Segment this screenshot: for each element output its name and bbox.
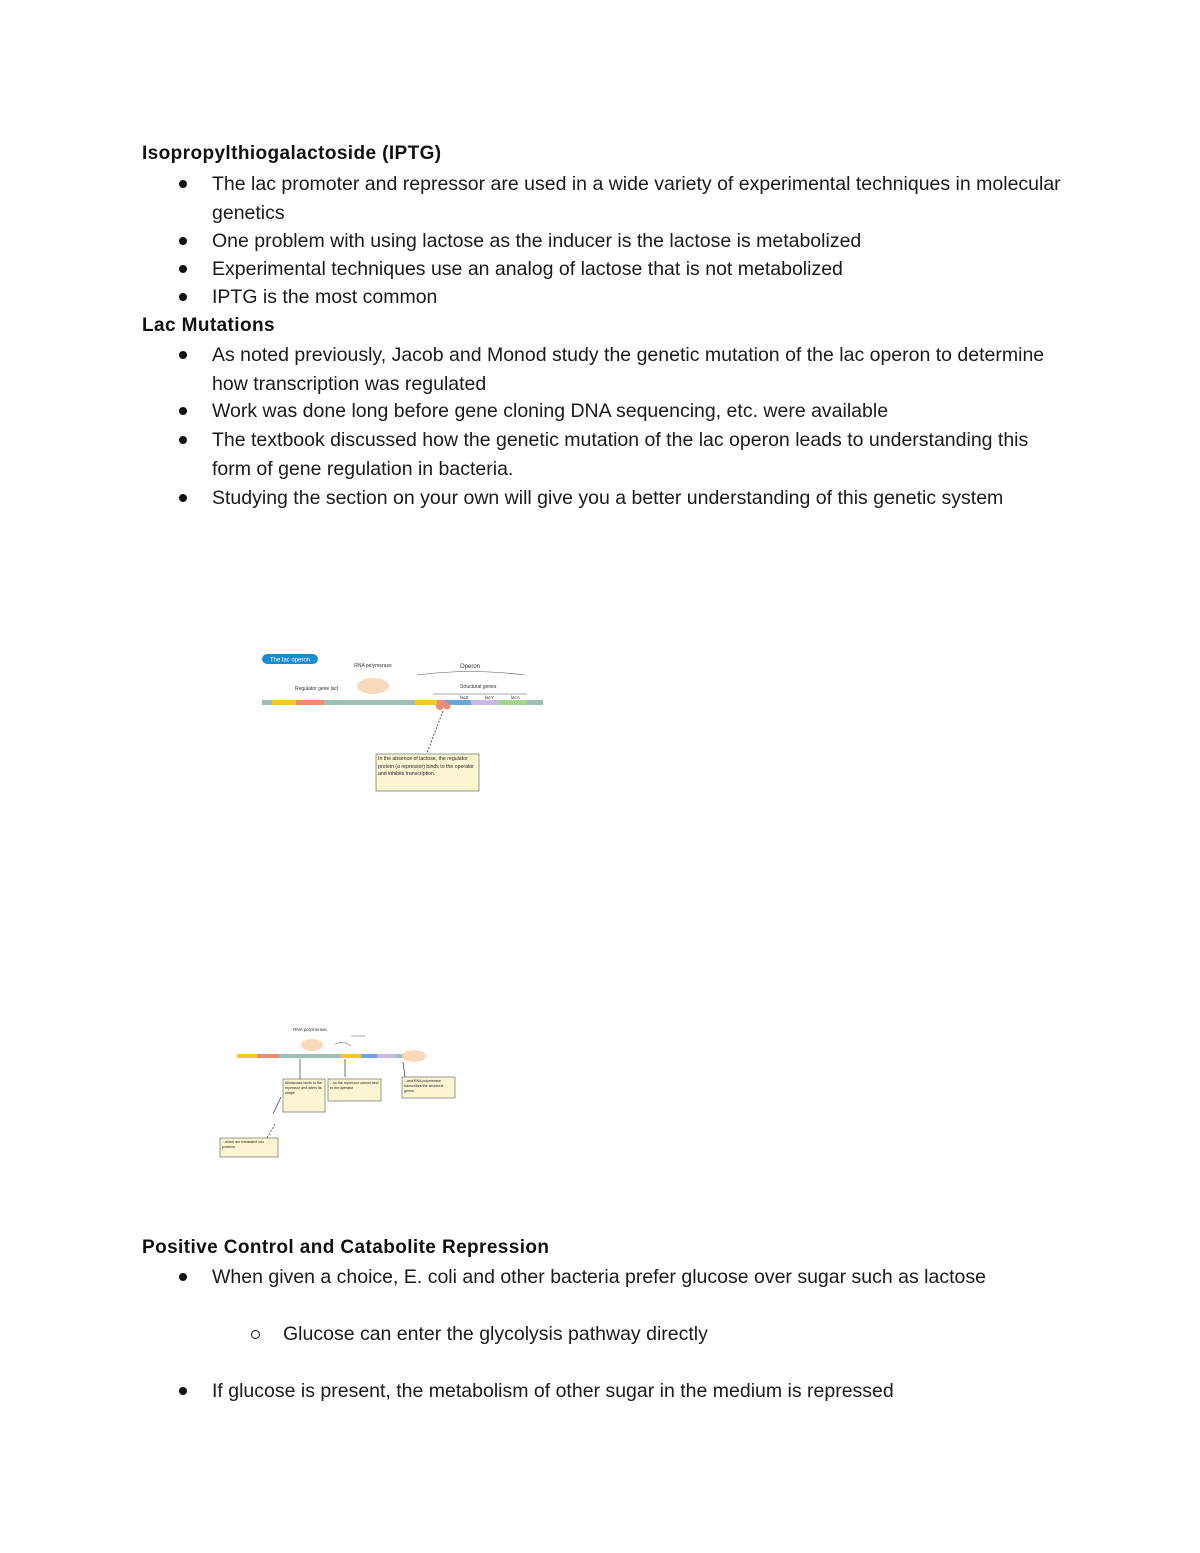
diagram-caption: In the absence of lactose, the regulator protein (a repressor) binds to the operator and inhibits transcription. <box>378 756 475 777</box>
section-heading-mutations: Lac Mutations <box>142 315 275 336</box>
bullet-icon <box>179 1273 187 1281</box>
lacy-label: lacY <box>485 695 494 700</box>
leader-line <box>427 711 443 753</box>
rna-polymerase-shape <box>301 1039 323 1051</box>
bullet-icon <box>179 407 187 415</box>
section-heading-iptg: Isopropylthiogalactoside (IPTG) <box>142 143 442 164</box>
badge-text: The lac operon <box>269 657 311 664</box>
bullet-icon <box>179 265 187 273</box>
list-item: If glucose is present, the metabolism of other sugar in the medium is repressed <box>212 1380 894 1402</box>
note-text: ...and RNA polymerase transcribes the structural genes <box>404 1079 444 1093</box>
bullet-icon <box>179 351 187 359</box>
bullet-icon <box>179 494 187 502</box>
note-text: ...so the repressor cannot bind to the operator <box>330 1081 379 1090</box>
list-item: As noted previously, Jacob and Monod study the genetic mutation of the lac operon to determine how transcription was regulated <box>212 344 1045 395</box>
structural-genes-label: Structural genes <box>460 684 497 690</box>
list-item: IPTG is the most common <box>212 286 438 308</box>
bullet-icon <box>179 1387 187 1395</box>
list-item: Studying the section on your own will give you a better understanding of this genetic system <box>212 487 1004 509</box>
laca-label: lacA <box>511 695 520 700</box>
list-item: The lac promoter and repressor are used in a wide variety of experimental techniques in molecular genetics <box>212 173 1061 224</box>
arrow <box>335 1042 351 1046</box>
list-item: Work was done long before gene cloning DNA sequencing, etc. were available <box>212 400 889 422</box>
promoter-segment <box>272 700 296 705</box>
rna-polymerase-label: RNA polymerase <box>293 1027 327 1032</box>
laci-segment <box>257 1054 279 1058</box>
leader-line <box>403 1062 405 1077</box>
laci-segment <box>296 700 324 705</box>
operon-bracket <box>417 672 525 676</box>
lacy-segment <box>377 1054 397 1058</box>
bullet-icon <box>179 293 187 301</box>
bullet-icon <box>179 180 187 188</box>
lac-promoter-segment <box>415 700 437 705</box>
rna-polymerase-label: RNA polymerase <box>354 663 392 669</box>
lac-operon-diagram <box>255 648 555 798</box>
rna-polymerase-shape <box>357 678 389 694</box>
leader-line <box>273 1097 281 1114</box>
lac-induction-diagram <box>215 1022 465 1162</box>
operon-label: Operon <box>459 664 481 670</box>
hollow-bullet-icon <box>251 1330 260 1339</box>
laca-segment <box>499 700 527 705</box>
leader-line <box>267 1124 275 1138</box>
note-text: ...which are translated into proteins <box>222 1140 264 1149</box>
bullet-icon <box>179 436 187 444</box>
protein-shape <box>402 1050 426 1062</box>
list-subitem: Glucose can enter the glycolysis pathway directly <box>283 1323 708 1345</box>
list-item: When given a choice, E. coli and other bacteria prefer glucose over sugar such as lactose <box>212 1266 986 1288</box>
section-heading-positive: Positive Control and Catabolite Repression <box>142 1237 550 1258</box>
note-text: Allolactose binds to the repressor and alters its shape <box>285 1081 322 1095</box>
repressor-shape <box>436 702 444 710</box>
regulator-label: Regulator gene lacI <box>295 686 339 692</box>
lacy-segment <box>471 700 499 705</box>
lac-promoter-segment <box>341 1054 361 1058</box>
list-item: The textbook discussed how the genetic mutation of the lac operon leads to understanding this form of gene regulation in bacteria. <box>212 429 1029 480</box>
lacz-segment <box>361 1054 377 1058</box>
promoter-segment <box>237 1054 257 1058</box>
lacz-label: lacZ <box>460 695 469 700</box>
repressor-shape <box>444 703 451 710</box>
list-item: Experimental techniques use an analog of lactose that is not metabolized <box>212 258 843 280</box>
list-item: One problem with using lactose as the inducer is the lactose is metabolized <box>212 230 862 252</box>
bullet-icon <box>179 237 187 245</box>
